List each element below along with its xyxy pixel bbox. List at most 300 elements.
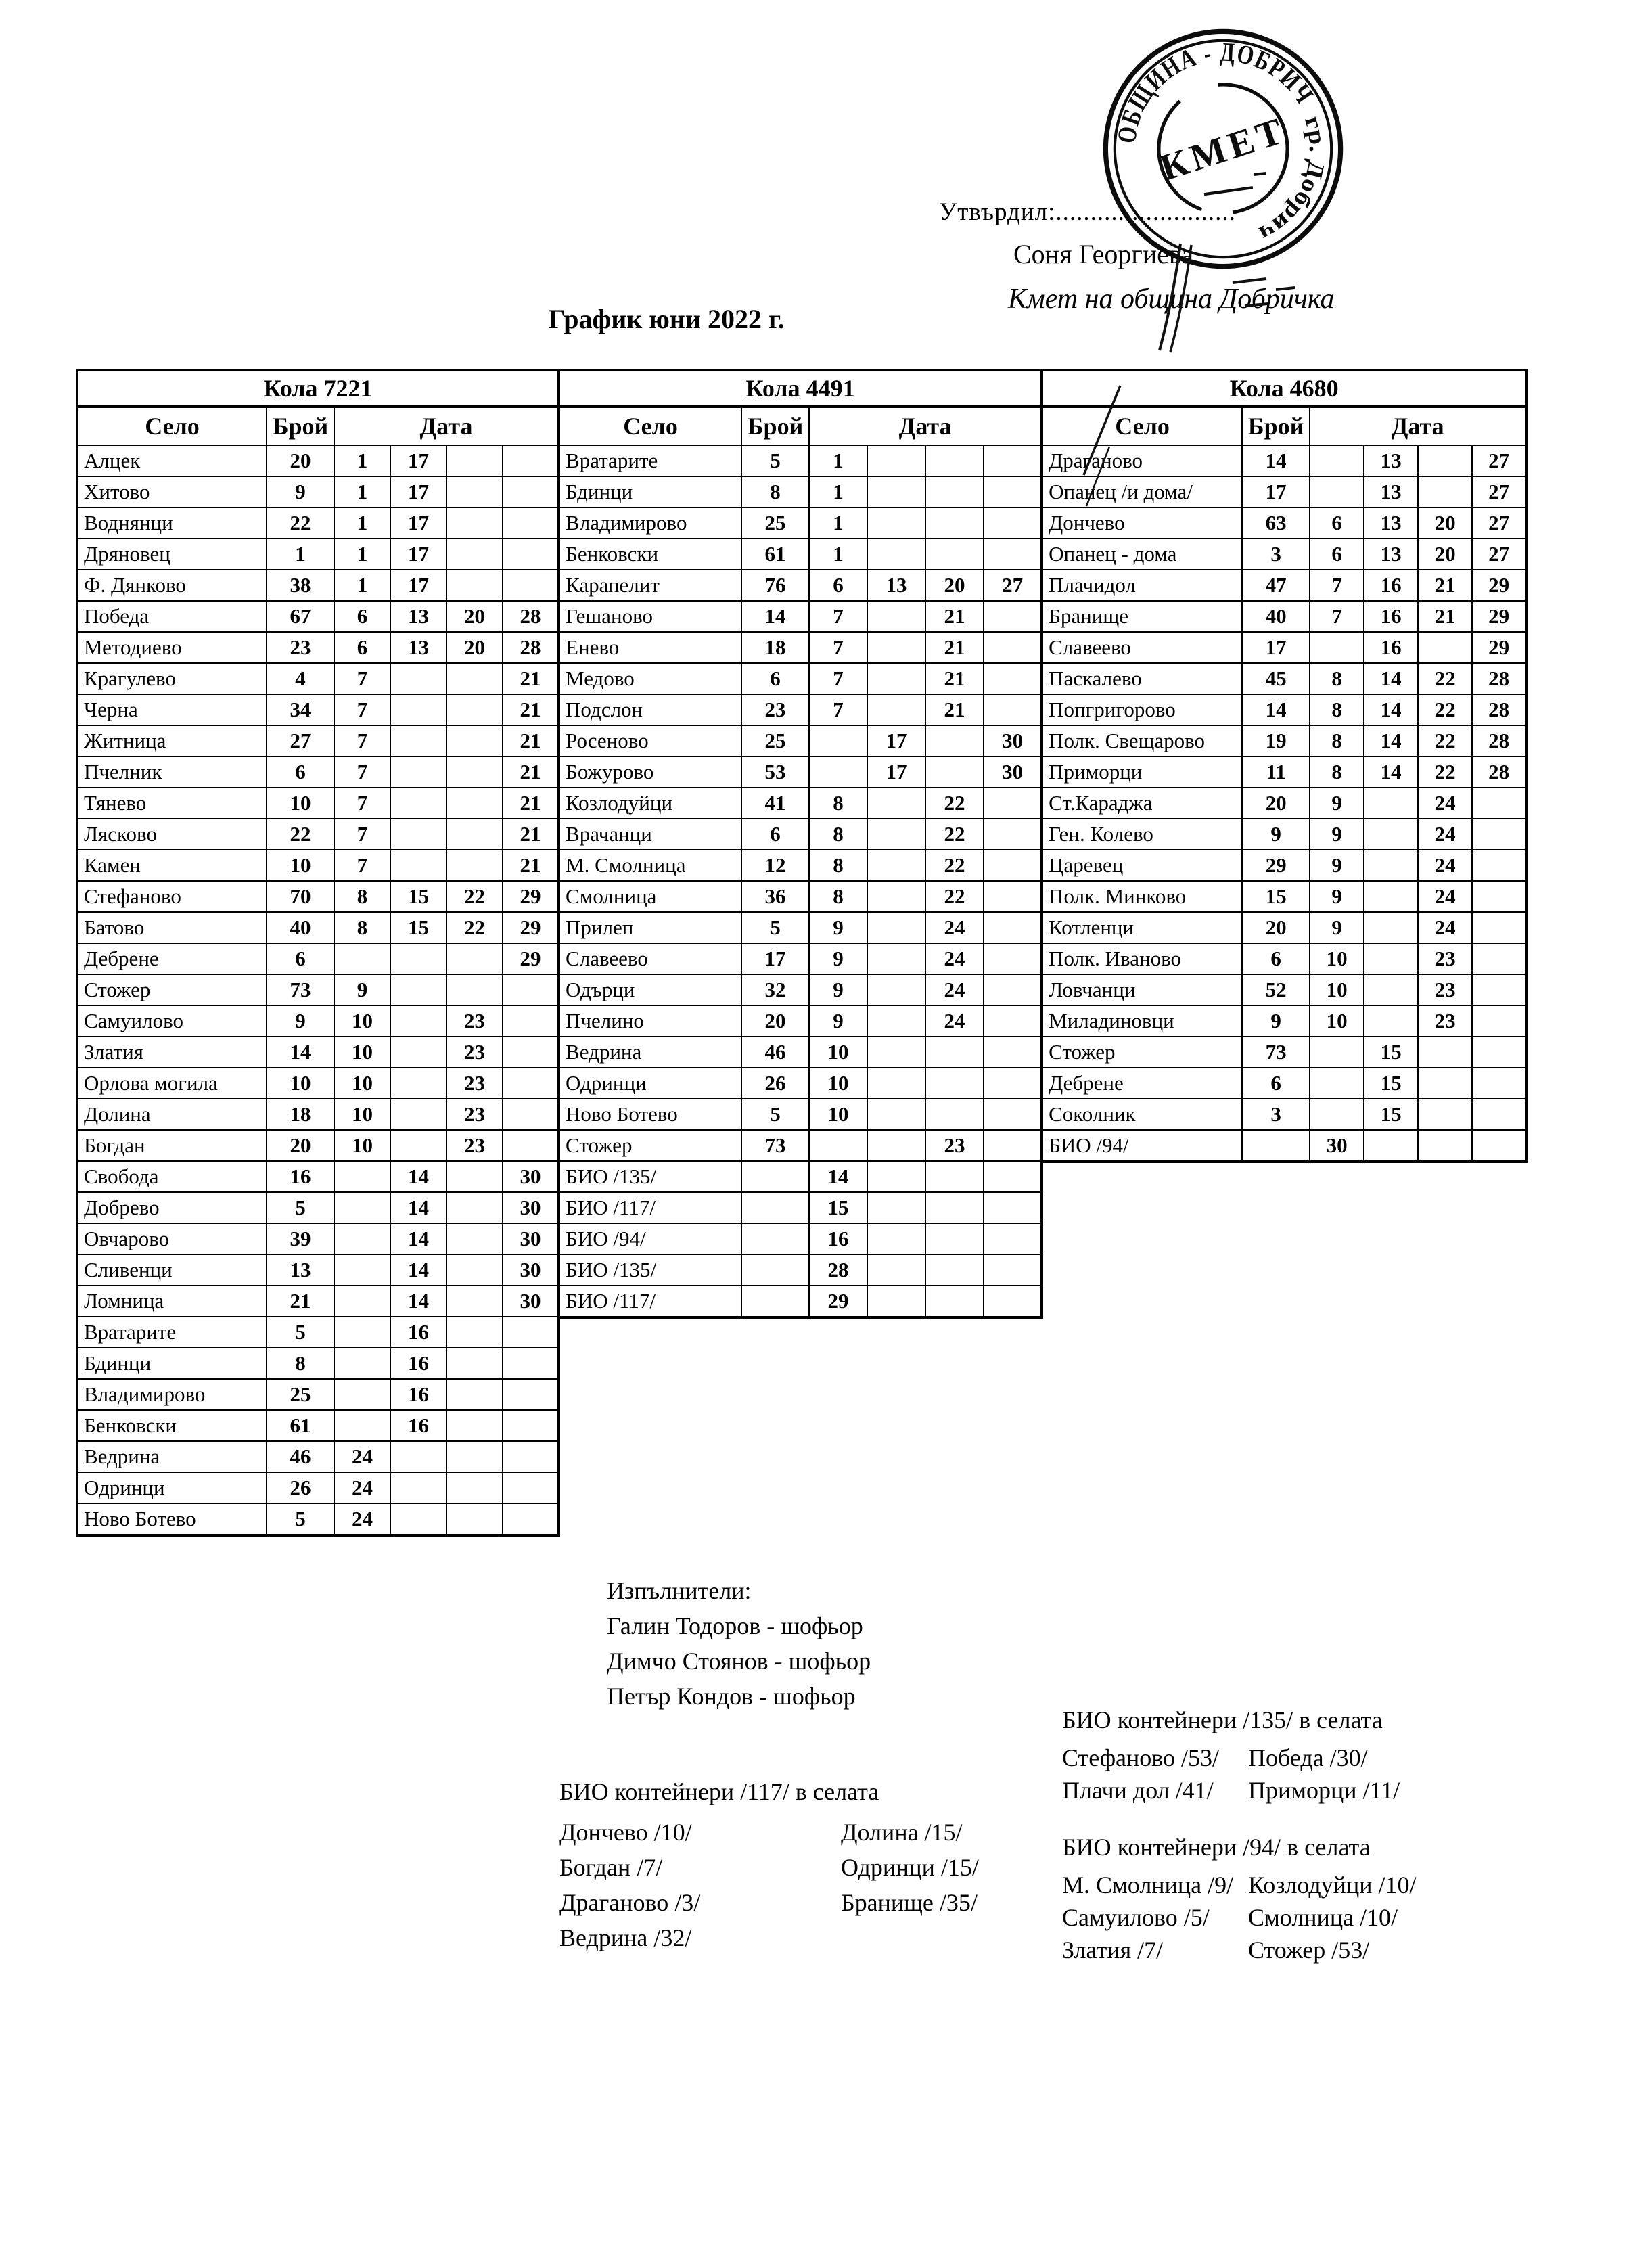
table-row	[559, 663, 1042, 694]
count-cell: 38	[267, 570, 334, 601]
count-cell: 14	[1242, 445, 1310, 476]
table-row	[77, 476, 559, 507]
date-cell	[867, 1037, 925, 1068]
date-cell: 16	[1364, 632, 1418, 663]
village-cell: Житница	[77, 725, 267, 756]
date-cell: 7	[809, 663, 867, 694]
date-cell	[984, 788, 1042, 819]
count-cell: 39	[267, 1223, 334, 1254]
date-cell: 22	[925, 850, 984, 881]
bio-village-item: Самуилово /5/	[1062, 1904, 1210, 1931]
stamp-smudge-marks	[1202, 172, 1268, 198]
date-cell	[446, 725, 503, 756]
date-cell	[867, 1130, 925, 1161]
date-cell: 22	[1418, 694, 1472, 725]
count-cell: 21	[267, 1286, 334, 1317]
village-cell: БИО /135/	[559, 1161, 741, 1192]
date-cell	[1472, 1099, 1526, 1130]
car-table-body	[1042, 445, 1526, 1162]
count-cell: 23	[267, 632, 334, 663]
date-cell: 15	[390, 881, 446, 912]
date-cell: 21	[925, 601, 984, 632]
count-cell: 18	[741, 632, 809, 663]
date-cell: 24	[1418, 850, 1472, 881]
date-cell: 28	[809, 1254, 867, 1286]
date-cell: 28	[503, 632, 559, 663]
count-cell: 14	[267, 1037, 334, 1068]
table-row	[1042, 1037, 1526, 1068]
date-cell: 10	[334, 1068, 390, 1099]
bio-village-item: Козлодуйци /10/	[1248, 1871, 1417, 1899]
stamp-ring-main-text: ОБЩИНА - ДОБРИЧ	[1111, 37, 1322, 145]
table-row	[1042, 756, 1526, 788]
village-cell: Крагулево	[77, 663, 267, 694]
table-row	[1042, 819, 1526, 850]
date-cell	[503, 1005, 559, 1037]
executors-heading: Изпълнители:	[607, 1577, 752, 1604]
date-cell: 21	[503, 756, 559, 788]
count-cell: 6	[741, 663, 809, 694]
table-row	[1042, 943, 1526, 974]
date-cell	[867, 912, 925, 943]
car-header-row	[559, 370, 1042, 407]
bio-94-col1	[1062, 1869, 1248, 1966]
date-cell	[1418, 632, 1472, 663]
date-cell	[1418, 1037, 1472, 1068]
date-cell: 13	[1364, 539, 1418, 570]
table-row	[559, 788, 1042, 819]
date-cell	[1472, 881, 1526, 912]
table-row	[1042, 788, 1526, 819]
table-row	[77, 1503, 559, 1535]
count-cell: 9	[1242, 1005, 1310, 1037]
date-cell	[867, 632, 925, 663]
date-cell: 9	[1310, 850, 1364, 881]
date-cell	[390, 974, 446, 1005]
table-row	[559, 1099, 1042, 1130]
date-cell: 29	[503, 912, 559, 943]
date-cell: 13	[867, 570, 925, 601]
date-cell: 21	[925, 663, 984, 694]
date-cell	[925, 1099, 984, 1130]
date-cell: 21	[1418, 601, 1472, 632]
column-header-row	[559, 407, 1042, 445]
village-cell: Свобода	[77, 1161, 267, 1192]
village-cell: Росеново	[559, 725, 741, 756]
date-cell	[984, 974, 1042, 1005]
bio-village-item: Бранище /35/	[841, 1889, 978, 1916]
date-cell: 27	[1472, 445, 1526, 476]
village-cell: Златия	[77, 1037, 267, 1068]
date-cell	[1418, 1130, 1472, 1162]
village-cell: Гешаново	[559, 601, 741, 632]
date-cell: 8	[809, 850, 867, 881]
date-cell	[984, 601, 1042, 632]
date-cell: 21	[503, 850, 559, 881]
date-cell: 15	[1364, 1037, 1418, 1068]
table-row	[559, 725, 1042, 756]
village-column-header: Село	[1042, 407, 1242, 445]
date-cell	[446, 1192, 503, 1223]
date-cell: 13	[1364, 507, 1418, 539]
table-row	[559, 694, 1042, 725]
table-row	[77, 1223, 559, 1254]
car-table-body	[77, 445, 559, 1535]
village-cell: Плачидол	[1042, 570, 1242, 601]
table-row	[77, 756, 559, 788]
table-row	[559, 943, 1042, 974]
date-cell	[867, 1254, 925, 1286]
date-cell	[984, 819, 1042, 850]
table-row	[77, 1005, 559, 1037]
date-cell: 14	[390, 1254, 446, 1286]
date-cell	[390, 756, 446, 788]
table-row	[559, 1037, 1042, 1068]
village-cell: Славеево	[559, 943, 741, 974]
date-column-header: Дата	[809, 407, 1042, 445]
date-cell: 17	[390, 507, 446, 539]
village-cell: Приморци	[1042, 756, 1242, 788]
village-cell: Ф. Дянково	[77, 570, 267, 601]
count-cell	[1242, 1130, 1310, 1162]
table-row	[77, 632, 559, 663]
count-cell: 36	[741, 881, 809, 912]
date-cell	[503, 1441, 559, 1472]
date-cell: 17	[390, 476, 446, 507]
count-cell: 17	[1242, 476, 1310, 507]
count-cell: 16	[267, 1161, 334, 1192]
date-cell: 24	[925, 943, 984, 974]
date-cell: 20	[446, 601, 503, 632]
count-cell: 73	[267, 974, 334, 1005]
date-cell	[984, 881, 1042, 912]
village-cell: Драганово	[1042, 445, 1242, 476]
date-cell: 9	[1310, 788, 1364, 819]
date-cell: 17	[867, 756, 925, 788]
date-cell	[446, 1317, 503, 1348]
date-cell	[984, 1037, 1042, 1068]
table-row	[77, 1286, 559, 1317]
count-cell: 5	[267, 1503, 334, 1535]
date-cell	[1364, 788, 1418, 819]
date-cell: 7	[809, 632, 867, 663]
date-column-header: Дата	[1310, 407, 1526, 445]
date-cell	[867, 1161, 925, 1192]
count-cell: 20	[267, 1130, 334, 1161]
date-cell	[334, 1161, 390, 1192]
date-cell	[334, 1348, 390, 1379]
date-cell	[1472, 1130, 1526, 1162]
date-cell: 7	[334, 756, 390, 788]
date-cell: 9	[809, 912, 867, 943]
date-cell: 14	[390, 1161, 446, 1192]
count-cell: 67	[267, 601, 334, 632]
table-row	[559, 1223, 1042, 1254]
table-row	[559, 881, 1042, 912]
village-cell: Камен	[77, 850, 267, 881]
date-cell	[925, 725, 984, 756]
bio-village-item: Одринци /15/	[841, 1854, 979, 1881]
date-cell	[446, 819, 503, 850]
village-cell: Соколник	[1042, 1099, 1242, 1130]
date-cell: 7	[334, 850, 390, 881]
date-cell: 22	[925, 881, 984, 912]
date-cell	[925, 1068, 984, 1099]
date-cell: 1	[809, 507, 867, 539]
date-cell	[503, 507, 559, 539]
date-cell: 9	[1310, 912, 1364, 943]
village-cell: Владимирово	[559, 507, 741, 539]
executors-block	[607, 1573, 871, 1714]
date-cell: 20	[1418, 507, 1472, 539]
column-header-row	[77, 407, 559, 445]
date-cell	[446, 1472, 503, 1503]
village-cell: Дебрене	[77, 943, 267, 974]
date-cell: 22	[1418, 756, 1472, 788]
table-row	[77, 1410, 559, 1441]
count-column-header: Брой	[741, 407, 809, 445]
executor-item: Петър Кондов - шофьор	[607, 1683, 856, 1710]
date-cell: 20	[446, 632, 503, 663]
date-cell	[984, 912, 1042, 943]
date-cell	[867, 881, 925, 912]
village-cell: БИО /117/	[559, 1286, 741, 1317]
date-cell	[446, 974, 503, 1005]
date-cell	[867, 601, 925, 632]
date-cell	[446, 663, 503, 694]
date-cell	[390, 725, 446, 756]
village-column-header: Село	[559, 407, 741, 445]
table-row	[559, 539, 1042, 570]
table-row	[559, 445, 1042, 476]
date-cell	[390, 1130, 446, 1161]
date-cell	[867, 850, 925, 881]
date-cell: 27	[1472, 507, 1526, 539]
count-cell: 6	[267, 943, 334, 974]
date-cell	[334, 943, 390, 974]
date-cell: 24	[334, 1472, 390, 1503]
table-row	[559, 850, 1042, 881]
date-cell: 10	[1310, 974, 1364, 1005]
count-cell: 29	[1242, 850, 1310, 881]
table-row	[77, 539, 559, 570]
date-cell	[503, 539, 559, 570]
table-row	[77, 1379, 559, 1410]
count-cell: 9	[267, 476, 334, 507]
date-cell	[503, 570, 559, 601]
date-cell: 7	[1310, 570, 1364, 601]
date-cell	[446, 943, 503, 974]
date-cell	[1364, 912, 1418, 943]
village-cell: Дряновец	[77, 539, 267, 570]
date-cell	[446, 756, 503, 788]
table-row	[77, 1192, 559, 1223]
date-cell	[1310, 1068, 1364, 1099]
date-cell	[446, 1254, 503, 1286]
document-title: График юни 2022 г.	[548, 304, 785, 334]
date-cell: 7	[334, 694, 390, 725]
village-cell: Опанец /и дома/	[1042, 476, 1242, 507]
date-cell	[446, 1503, 503, 1535]
date-cell	[925, 507, 984, 539]
date-cell: 28	[1472, 725, 1526, 756]
count-cell: 6	[741, 819, 809, 850]
date-cell: 23	[1418, 974, 1472, 1005]
date-cell: 7	[334, 663, 390, 694]
date-cell	[984, 850, 1042, 881]
village-cell: Ломница	[77, 1286, 267, 1317]
date-cell	[1418, 445, 1472, 476]
date-cell: 10	[334, 1005, 390, 1037]
count-cell: 4	[267, 663, 334, 694]
village-cell: Алцек	[77, 445, 267, 476]
date-cell	[390, 1472, 446, 1503]
date-cell	[867, 974, 925, 1005]
bio-117-block	[559, 1774, 979, 1955]
date-cell: 24	[1418, 788, 1472, 819]
village-cell: Паскалево	[1042, 663, 1242, 694]
date-cell: 30	[1310, 1130, 1364, 1162]
count-cell: 26	[267, 1472, 334, 1503]
date-cell: 27	[1472, 539, 1526, 570]
count-cell	[741, 1286, 809, 1317]
date-cell	[925, 1037, 984, 1068]
date-cell: 6	[1310, 507, 1364, 539]
count-cell: 6	[267, 756, 334, 788]
village-cell: Ново Ботево	[559, 1099, 741, 1130]
date-cell: 8	[809, 881, 867, 912]
date-cell: 29	[809, 1286, 867, 1317]
date-cell: 23	[446, 1130, 503, 1161]
table-row	[1042, 663, 1526, 694]
count-cell: 53	[741, 756, 809, 788]
village-cell: Добрево	[77, 1192, 267, 1223]
date-cell	[1472, 788, 1526, 819]
date-cell	[1472, 1037, 1526, 1068]
table-row	[559, 819, 1042, 850]
bio-village-item: Дончево /10/	[559, 1819, 692, 1846]
bio-135-heading: БИО контейнери /135/ в селата	[1062, 1706, 1383, 1733]
executor-item: Галин Тодоров - шофьор	[607, 1612, 863, 1639]
date-cell	[867, 1192, 925, 1223]
table-row	[559, 476, 1042, 507]
date-cell	[1418, 1099, 1472, 1130]
date-cell: 21	[925, 694, 984, 725]
village-cell: Владимирово	[77, 1379, 267, 1410]
date-cell	[1364, 850, 1418, 881]
date-cell: 10	[334, 1099, 390, 1130]
table-row	[77, 601, 559, 632]
village-cell: Ново Ботево	[77, 1503, 267, 1535]
car-title: Кола 7221	[77, 370, 559, 407]
count-cell: 26	[741, 1068, 809, 1099]
date-cell: 29	[1472, 632, 1526, 663]
date-cell: 22	[925, 819, 984, 850]
village-cell: Долина	[77, 1099, 267, 1130]
table-row	[77, 1037, 559, 1068]
table-row	[77, 663, 559, 694]
count-cell: 52	[1242, 974, 1310, 1005]
date-cell	[984, 539, 1042, 570]
date-cell	[925, 539, 984, 570]
date-cell	[984, 507, 1042, 539]
count-cell: 76	[741, 570, 809, 601]
count-cell: 63	[1242, 507, 1310, 539]
date-cell	[867, 1068, 925, 1099]
table-row	[77, 881, 559, 912]
date-cell: 22	[925, 788, 984, 819]
count-cell	[741, 1223, 809, 1254]
count-cell: 34	[267, 694, 334, 725]
date-cell: 30	[503, 1254, 559, 1286]
village-cell: Воднянци	[77, 507, 267, 539]
date-cell: 13	[390, 601, 446, 632]
village-cell: Одринци	[77, 1472, 267, 1503]
date-cell	[1364, 943, 1418, 974]
date-cell	[390, 788, 446, 819]
date-cell	[984, 1192, 1042, 1223]
table-row	[77, 1472, 559, 1503]
car-header-row	[77, 370, 559, 407]
date-cell	[1310, 445, 1364, 476]
date-cell	[867, 445, 925, 476]
date-cell: 21	[503, 663, 559, 694]
bio-village-item: Богдан /7/	[559, 1854, 663, 1881]
village-cell: Сливенци	[77, 1254, 267, 1286]
count-cell: 73	[741, 1130, 809, 1161]
date-cell: 29	[503, 881, 559, 912]
village-cell: Стожер	[1042, 1037, 1242, 1068]
date-cell: 21	[503, 819, 559, 850]
car-table-4491	[557, 369, 1043, 1319]
date-cell	[867, 663, 925, 694]
date-cell	[390, 1503, 446, 1535]
count-cell: 14	[741, 601, 809, 632]
date-cell: 17	[390, 539, 446, 570]
date-cell: 10	[809, 1068, 867, 1099]
date-cell	[446, 694, 503, 725]
table-row	[77, 445, 559, 476]
village-cell: Бенковски	[77, 1410, 267, 1441]
village-cell: Царевец	[1042, 850, 1242, 881]
date-cell	[446, 1410, 503, 1441]
date-cell	[984, 1130, 1042, 1161]
date-cell: 15	[390, 912, 446, 943]
date-cell	[984, 1286, 1042, 1317]
date-cell	[1364, 1130, 1418, 1162]
village-cell: Славеево	[1042, 632, 1242, 663]
table-row	[77, 1099, 559, 1130]
count-cell: 9	[267, 1005, 334, 1037]
count-cell: 46	[741, 1037, 809, 1068]
date-cell	[334, 1286, 390, 1317]
date-cell	[503, 1472, 559, 1503]
count-cell: 70	[267, 881, 334, 912]
village-cell: Ведрина	[559, 1037, 741, 1068]
date-cell: 20	[1418, 539, 1472, 570]
executors-list	[607, 1608, 871, 1714]
date-cell: 16	[390, 1379, 446, 1410]
village-cell: Врачанци	[559, 819, 741, 850]
date-cell	[446, 539, 503, 570]
table-row	[77, 788, 559, 819]
date-cell: 10	[1310, 943, 1364, 974]
village-cell: Бранище	[1042, 601, 1242, 632]
village-cell: Котленци	[1042, 912, 1242, 943]
date-cell	[1472, 912, 1526, 943]
date-cell	[503, 445, 559, 476]
date-cell	[390, 819, 446, 850]
